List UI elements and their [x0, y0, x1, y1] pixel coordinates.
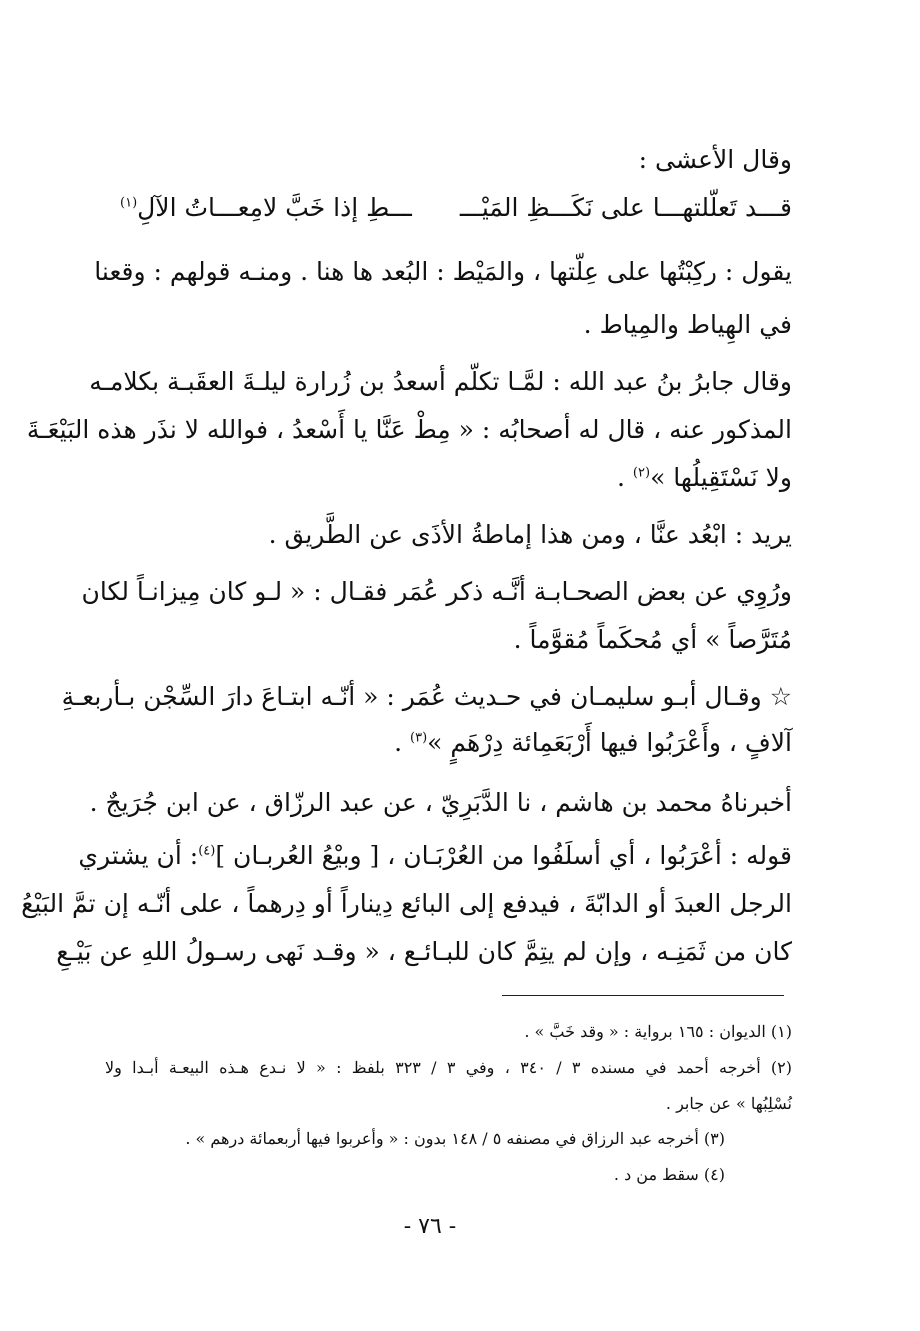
paragraph-line: الرجل العبدَ أو الدابّةَ ، فيدفع إلى البائع دِيناراً أو دِرهماً ، على أنّـه إن تمَّ البَيْعُ [21, 889, 792, 918]
paragraph-line-text: : أن يشتري [78, 841, 199, 870]
paragraph-line-text: قوله : أعْرَبُوا ، أي أسلَفُوا من العُرْبَـان ، [ وبيْعُ العُربـان ] [215, 841, 792, 870]
paragraph-line: ولا نَسْتَقِيلُها »$^{(٢)}$ . [617, 463, 792, 492]
footnote-ref-3: (٣) [410, 730, 428, 746]
paragraph-line: يقول : ركِبْتُها على عِلّتها ، والمَيْط : البُعد ها هنا . ومنـه قولهم : وقعنا [94, 257, 792, 286]
verse-first-hemistich: قـــد تَعلّلتهـــا على نَكَـــظِ المَيْـــ [459, 193, 792, 222]
paragraph-line: أخبرناهُ محمد بن هاشم ، نا الدَّبَرِيّ ، عن عبد الرزّاق ، عن ابن جُرَيجٌ . [89, 788, 792, 817]
paragraph-line: مُتَرَّصاً » أي مُحكَماً مُقوَّماً . [513, 625, 792, 654]
paragraph-line: ☆ وقـال أبـو سليمـان في حـديث عُمَر : « أنّـه ابتـاعَ دارَ السِّجْن بـأربعـةِ [61, 682, 792, 711]
paragraph-line [78, 836, 792, 876]
footnote: (٢) أخرجه أحمد في مسنده ٣ / ٣٤٠ ، وفي ٣ / ٣٢٣ بلفظ : « لا نـدع هـذه البيعـة أبـدا ولا [105, 1058, 793, 1077]
paragraph-line-text: آلافٍ ، وأَعْرَبُوا فيها أَرْبَعَمِائة دِرْهَمٍ » [427, 728, 792, 757]
footnote-separator [502, 995, 784, 996]
paragraph-line: آلافٍ ، وأَعْرَبُوا فيها أَرْبَعَمِائة دِرْهَمٍ »$^{(٣)}$ . [394, 728, 792, 757]
page-number: - ٧٦ - [403, 1214, 457, 1239]
paragraph-line: كان من ثَمَنِـه ، وإن لم يتِمَّ كان للبـائـع ، « وقـد نَهى رسـولُ اللهِ عن بَيْـعِ [56, 937, 792, 966]
paragraph-line: ورُوِي عن بعض الصحـابـة أنَّـه ذكر عُمَر فقـال : « لـو كان مِيزانـاً لكان [81, 577, 792, 606]
paragraph-line: في الهِياط والمِياط . [583, 310, 792, 339]
footnote: (٤) سقط من د . [613, 1165, 725, 1184]
intro-line: وقال الأعشى : [638, 145, 792, 174]
footnote-ref-2: (٢) [632, 465, 651, 481]
paragraph-line-text: ولا نَسْتَقِيلُها » [650, 463, 792, 492]
footnote-ref-4: (٤) [198, 843, 216, 859]
verse-second-hemistich [120, 186, 412, 230]
paragraph-line: وقال جابرُ بنُ عبد الله : لمَّـا تكلّم أسعدُ بن زُرارة ليلـةَ العقَبـة بكلامـه [89, 367, 792, 396]
footnote: (١) الديوان : ١٦٥ برواية : « وقد خَبَّ » . [524, 1022, 792, 1041]
footnote: (٣) أخرجه عبد الرزاق في مصنفه ٥ / ١٤٨ بدون : « وأعربوا فيها أربعمائة درهم » . [185, 1129, 725, 1148]
verse-second-text: ـــطِ إذا خَبَّ لامِعـــاتُ الآلِ [137, 193, 412, 222]
paragraph-line: يريد : ابْعُد عنَّا ، ومن هذا إماطةُ الأذَى عن الطَّريق . [268, 520, 792, 549]
footnote: نُسْلِبُها » عن جابر . [665, 1094, 792, 1113]
paragraph-line: المذكور عنه ، قال له أصحابُه : « مِطْ عَنَّا يا أَسْعدُ ، فوالله لا نذَر هذه البَيْعَـةَ [26, 415, 792, 444]
footnote-ref-1: (١) [120, 195, 138, 211]
